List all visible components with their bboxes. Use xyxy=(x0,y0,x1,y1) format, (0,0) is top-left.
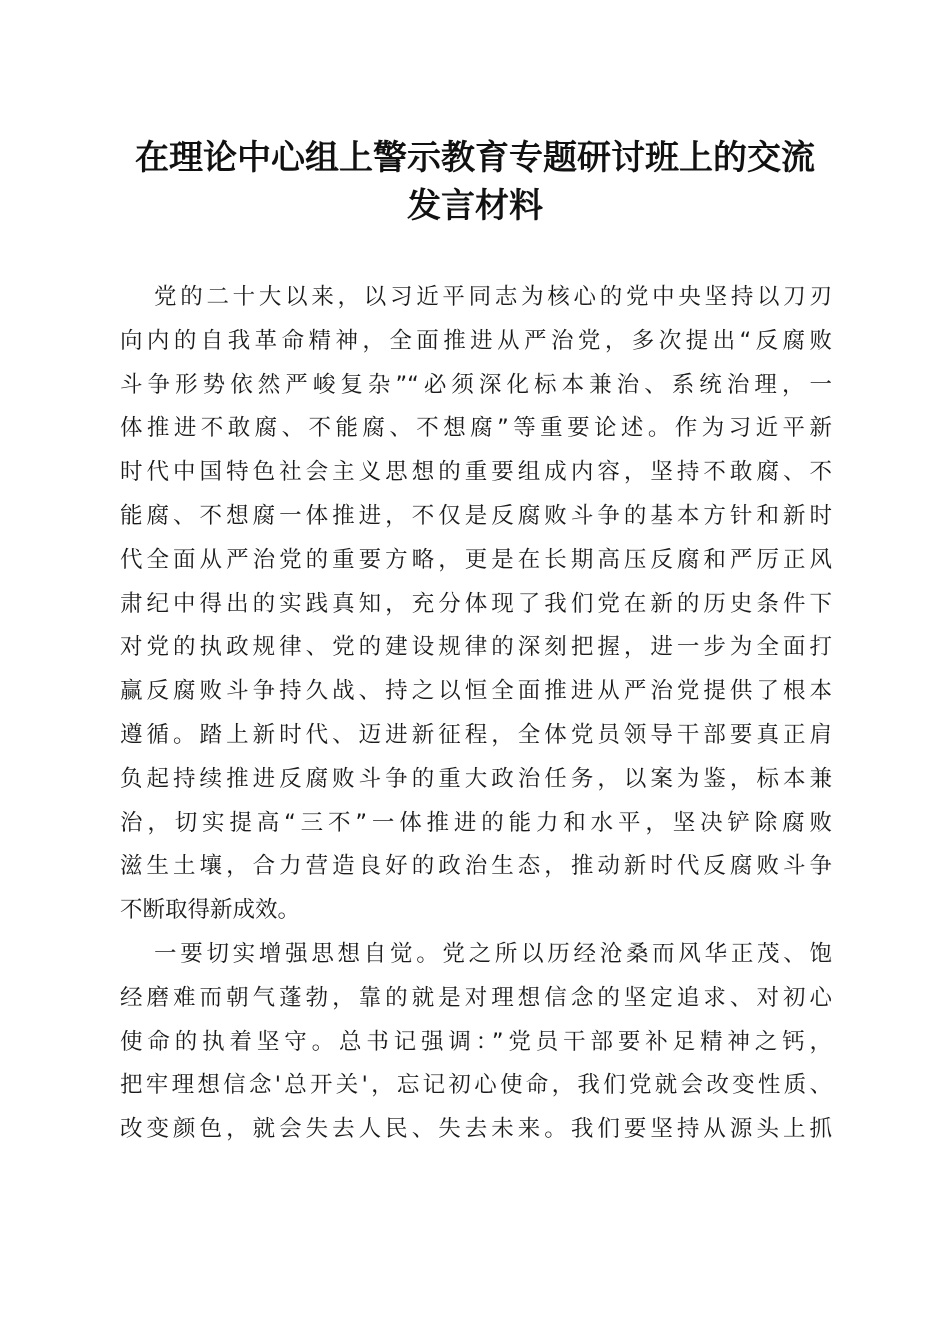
text-line: 一要切实增强思想自觉。党之所以历经沧桑而风华正茂、饱 xyxy=(154,940,832,967)
text-line: 代全面从严治党的重要方略，更是在长期高压反腐和严厉正风 xyxy=(120,546,832,573)
document-body xyxy=(120,276,832,1152)
text-line: 向内的自我革命精神，全面推进从严治党，多次提出“反腐败 xyxy=(120,327,832,354)
document-title xyxy=(0,134,950,230)
text-line: 遵循。踏上新时代、迈进新征程，全体党员领导干部要真正肩 xyxy=(120,721,832,748)
text-line: 负起持续推进反腐败斗争的重大政治任务，以案为鉴，标本兼 xyxy=(120,765,832,792)
text-line: 不断取得新成效。 xyxy=(120,897,301,924)
text-line: 体推进不敢腐、不能腐、不想腐”等重要论述。作为习近平新 xyxy=(120,415,832,442)
text-line: 赢反腐败斗争持久战、持之以恒全面推进从严治党提供了根本 xyxy=(120,678,832,705)
text-line: 经磨难而朝气蓬勃，靠的就是对理想信念的坚定追求、对初心 xyxy=(120,984,832,1011)
text-line: 时代中国特色社会主义思想的重要组成内容，坚持不敢腐、不 xyxy=(120,459,832,486)
text-line: 党的二十大以来，以习近平同志为核心的党中央坚持以刀刃 xyxy=(154,284,832,310)
text-line: 治，切实提高“三不”一体推进的能力和水平，坚决铲除腐败 xyxy=(120,809,832,836)
title-line-2: 发言材料 xyxy=(407,186,543,226)
paragraph-1 xyxy=(120,276,832,933)
title-line-1: 在理论中心组上警示教育专题研讨班上的交流 xyxy=(135,138,815,178)
text-line: 把牢理想信念'总开关'，忘记初心使命，我们党就会改变性质、 xyxy=(120,1072,832,1099)
text-line: 肃纪中得出的实践真知，充分体现了我们党在新的历史条件下 xyxy=(120,590,832,617)
paragraph-2 xyxy=(120,933,832,1152)
text-line: 滋生土壤，合力营造良好的政治生态，推动新时代反腐败斗争 xyxy=(120,853,832,880)
text-line: 能腐、不想腐一体推进，不仅是反腐败斗争的基本方针和新时 xyxy=(120,502,832,529)
text-line: 斗争形势依然严峻复杂”“必须深化标本兼治、系统治理，一 xyxy=(120,371,832,398)
text-line: 使命的执着坚守。总书记强调：”党员干部要补足精神之钙， xyxy=(120,1028,832,1055)
text-line: 对党的执政规律、党的建设规律的深刻把握，进一步为全面打 xyxy=(120,634,832,661)
text-line: 改变颜色，就会失去人民、失去未来。我们要坚持从源头上抓 xyxy=(120,1116,832,1143)
